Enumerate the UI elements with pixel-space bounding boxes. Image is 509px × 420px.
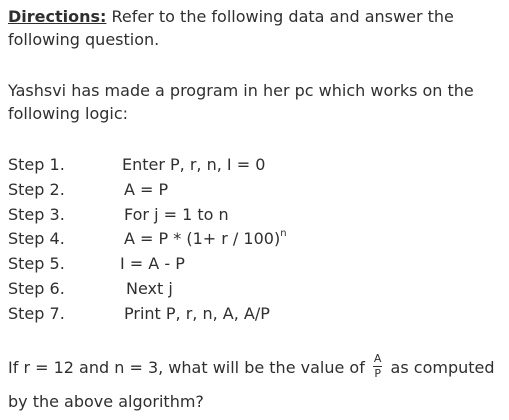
step-formula: A = P * (1+ r / 100) — [124, 229, 281, 249]
step-text-with-exponent — [124, 227, 287, 252]
directions-label: Directions: — [8, 7, 107, 26]
fraction-denominator: P — [374, 367, 381, 380]
step-text: I = A - P — [120, 254, 185, 274]
exponent-n: n — [280, 228, 287, 240]
step-label: Step 7. — [8, 303, 65, 323]
question-line-2: by the above algorithm? — [8, 392, 204, 411]
step-text: A = P — [124, 179, 169, 199]
step-label: Step 3. — [8, 204, 65, 224]
question-line-1 — [8, 352, 503, 386]
step-text: For j = 1 to n — [124, 204, 229, 224]
step-label: Step 6. — [8, 278, 65, 298]
step-text: Print P, r, n, A, A/P — [124, 303, 270, 323]
question-text-after: as computed — [385, 358, 495, 377]
question-paragraph — [8, 352, 503, 420]
fraction-numerator: A — [373, 352, 382, 365]
step-text: Next j — [126, 278, 173, 298]
intro-paragraph: Yashsvi has made a program in her pc which works on the following logic: — [8, 81, 474, 123]
step-text: Enter P, r, n, I = 0 — [122, 155, 266, 174]
directions-paragraph — [8, 5, 503, 51]
step-label: Step 1. — [8, 155, 65, 174]
question-text-before: If r = 12 and n = 3, what will be the value of — [8, 358, 370, 377]
directions-text: Refer to the following data and answer the following question. — [8, 7, 454, 49]
fraction-a-over-p — [373, 353, 383, 380]
step-label: Step 4. — [8, 229, 65, 249]
step-label: Step 5. — [8, 254, 65, 274]
step-label: Step 2. — [8, 179, 65, 199]
